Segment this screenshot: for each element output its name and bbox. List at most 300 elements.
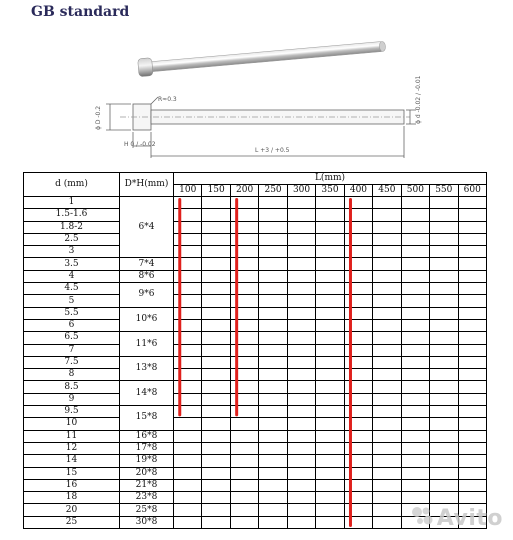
table-row <box>24 233 487 245</box>
length-cell <box>401 344 429 356</box>
table-row <box>24 369 487 381</box>
length-cell <box>174 270 202 282</box>
length-cell <box>202 246 230 258</box>
length-cell <box>373 332 401 344</box>
length-cell <box>259 369 287 381</box>
length-cell <box>344 455 372 467</box>
d-value-cell: 14 <box>24 455 120 467</box>
head-height-label: H 0 / -0.02 <box>124 141 156 148</box>
length-cell <box>174 233 202 245</box>
length-cell <box>259 430 287 442</box>
length-cell <box>430 356 458 368</box>
dh-value-cell: 21*8 <box>120 479 174 491</box>
length-cell <box>287 246 315 258</box>
length-cell <box>401 455 429 467</box>
length-cell <box>259 233 287 245</box>
length-cell <box>401 307 429 319</box>
length-cell <box>230 332 258 344</box>
length-cell <box>174 504 202 516</box>
length-cell <box>316 356 344 368</box>
length-cell <box>202 197 230 209</box>
length-cell <box>373 516 401 528</box>
length-cell <box>316 295 344 307</box>
d-value-cell: 5.5 <box>24 307 120 319</box>
watermark <box>411 506 503 532</box>
length-cell <box>202 258 230 270</box>
length-cell <box>230 319 258 331</box>
length-cell <box>230 246 258 258</box>
table-row <box>24 344 487 356</box>
length-cell <box>373 504 401 516</box>
length-cell <box>373 319 401 331</box>
length-cell <box>287 356 315 368</box>
length-cell <box>259 221 287 233</box>
table-row <box>24 406 487 418</box>
length-cell <box>430 233 458 245</box>
watermark-text: Avito <box>436 506 503 531</box>
dh-value-cell: 8*6 <box>120 270 174 282</box>
length-cell <box>373 406 401 418</box>
length-cell <box>230 455 258 467</box>
length-cell <box>344 221 372 233</box>
length-cell <box>344 209 372 221</box>
d-value-cell: 9 <box>24 393 120 405</box>
length-cell <box>174 332 202 344</box>
length-cell <box>373 430 401 442</box>
length-cell <box>344 479 372 491</box>
length-cell <box>259 479 287 491</box>
length-cell <box>401 492 429 504</box>
length-cell <box>430 258 458 270</box>
length-cell <box>316 479 344 491</box>
length-cell <box>202 430 230 442</box>
length-cell <box>344 246 372 258</box>
length-cell <box>458 418 486 430</box>
length-cell <box>259 209 287 221</box>
length-header-cell: 400 <box>344 185 372 197</box>
length-cell <box>230 233 258 245</box>
radius-label: R≈0.3 <box>158 96 177 103</box>
table-row <box>24 246 487 258</box>
d-value-cell: 6 <box>24 319 120 331</box>
length-cell <box>401 369 429 381</box>
length-cell <box>316 319 344 331</box>
d-value-cell: 1.5-1.6 <box>24 209 120 221</box>
column-header-d: d (mm) <box>24 173 120 197</box>
length-cell <box>458 356 486 368</box>
length-cell <box>202 283 230 295</box>
length-cell <box>287 369 315 381</box>
length-cell <box>202 504 230 516</box>
length-cell <box>316 332 344 344</box>
d-value-cell: 4 <box>24 270 120 282</box>
d-value-cell: 25 <box>24 516 120 528</box>
length-cell <box>174 258 202 270</box>
length-header-cell: 300 <box>287 185 315 197</box>
d-value-cell: 11 <box>24 430 120 442</box>
length-cell <box>344 270 372 282</box>
length-cell <box>202 492 230 504</box>
length-cell <box>401 295 429 307</box>
length-cell <box>401 209 429 221</box>
length-cell <box>316 467 344 479</box>
length-header-cell: 200 <box>230 185 258 197</box>
length-cell <box>458 455 486 467</box>
length-cell <box>174 307 202 319</box>
length-cell <box>373 270 401 282</box>
length-cell <box>316 381 344 393</box>
length-cell <box>430 344 458 356</box>
length-cell <box>202 479 230 491</box>
length-cell <box>401 233 429 245</box>
length-cell <box>287 233 315 245</box>
length-cell <box>344 283 372 295</box>
length-cell <box>430 369 458 381</box>
length-cell <box>174 319 202 331</box>
length-cell <box>202 455 230 467</box>
length-cell <box>202 270 230 282</box>
length-cell <box>287 258 315 270</box>
length-cell <box>458 319 486 331</box>
length-cell <box>458 406 486 418</box>
length-cell <box>259 516 287 528</box>
length-cell <box>287 295 315 307</box>
length-cell <box>287 455 315 467</box>
length-cell <box>430 221 458 233</box>
length-cell <box>373 479 401 491</box>
length-cell <box>458 479 486 491</box>
length-cell <box>458 221 486 233</box>
length-cell <box>174 246 202 258</box>
length-cell <box>230 369 258 381</box>
length-cell <box>230 406 258 418</box>
length-cell <box>287 197 315 209</box>
table-row <box>24 209 487 221</box>
dh-value-cell: 13*8 <box>120 356 174 381</box>
column-header-l: L(mm) <box>174 173 487 185</box>
table-row <box>24 393 487 405</box>
length-cell <box>287 393 315 405</box>
length-cell <box>430 406 458 418</box>
length-cell <box>230 295 258 307</box>
length-cell <box>373 455 401 467</box>
length-cell <box>287 430 315 442</box>
length-cell <box>344 307 372 319</box>
table-row <box>24 455 487 467</box>
dh-value-cell: 10*6 <box>120 307 174 332</box>
length-cell <box>287 283 315 295</box>
length-cell <box>202 233 230 245</box>
table-row <box>24 479 487 491</box>
length-cell <box>344 295 372 307</box>
table-row <box>24 197 487 209</box>
length-cell <box>316 344 344 356</box>
length-cell <box>373 258 401 270</box>
length-cell <box>259 332 287 344</box>
length-cell <box>174 221 202 233</box>
length-cell <box>202 332 230 344</box>
length-cell <box>316 418 344 430</box>
length-cell <box>458 344 486 356</box>
length-cell <box>373 295 401 307</box>
length-cell <box>344 406 372 418</box>
length-cell <box>344 516 372 528</box>
length-cell <box>401 319 429 331</box>
dh-value-cell: 9*6 <box>120 283 174 308</box>
length-cell <box>230 504 258 516</box>
length-cell <box>401 221 429 233</box>
length-cell <box>316 504 344 516</box>
pin-photo <box>138 37 387 77</box>
table-row <box>24 356 487 368</box>
length-cell <box>230 258 258 270</box>
length-header-cell: 550 <box>430 185 458 197</box>
length-cell <box>316 233 344 245</box>
table-body <box>24 197 487 529</box>
length-cell <box>344 467 372 479</box>
length-cell <box>287 381 315 393</box>
length-cell <box>430 270 458 282</box>
table-row <box>24 492 487 504</box>
length-cell <box>202 356 230 368</box>
length-cell <box>401 418 429 430</box>
length-cell <box>287 442 315 454</box>
page-title: GB standard <box>31 4 130 20</box>
column-header-dh: D*H(mm) <box>120 173 174 197</box>
dh-value-cell: 23*8 <box>120 492 174 504</box>
length-cell <box>344 504 372 516</box>
d-value-cell: 6.5 <box>24 332 120 344</box>
d-value-cell: 5 <box>24 295 120 307</box>
length-cell <box>202 418 230 430</box>
length-cell <box>287 516 315 528</box>
head-diameter-label: ϕ D -0.2 <box>95 105 102 130</box>
length-cell <box>458 270 486 282</box>
length-cell <box>430 492 458 504</box>
length-cell <box>259 406 287 418</box>
length-cell <box>259 442 287 454</box>
length-cell <box>174 295 202 307</box>
length-cell <box>287 332 315 344</box>
length-cell <box>230 209 258 221</box>
length-cell <box>458 197 486 209</box>
d-value-cell: 18 <box>24 492 120 504</box>
length-cell <box>287 504 315 516</box>
length-cell <box>401 430 429 442</box>
length-cell <box>401 246 429 258</box>
length-cell <box>401 270 429 282</box>
length-cell <box>230 393 258 405</box>
length-cell <box>430 418 458 430</box>
length-cell <box>430 295 458 307</box>
length-cell <box>202 344 230 356</box>
length-cell <box>202 467 230 479</box>
length-cell <box>458 332 486 344</box>
length-cell <box>458 467 486 479</box>
length-cell <box>316 307 344 319</box>
length-cell <box>202 381 230 393</box>
length-cell <box>458 492 486 504</box>
length-cell <box>344 430 372 442</box>
table-row <box>24 295 487 307</box>
dh-value-cell: 30*8 <box>120 516 174 528</box>
length-cell <box>174 479 202 491</box>
length-cell <box>401 332 429 344</box>
length-cell <box>430 307 458 319</box>
length-cell <box>430 393 458 405</box>
length-cell <box>316 442 344 454</box>
shank-diameter-label: ϕ d -0.02 / -0.01 <box>415 75 422 124</box>
length-cell <box>230 307 258 319</box>
length-cell <box>458 393 486 405</box>
length-cell <box>230 221 258 233</box>
length-cell <box>430 381 458 393</box>
length-header-cell: 350 <box>316 185 344 197</box>
d-value-cell: 7.5 <box>24 356 120 368</box>
length-cell <box>458 209 486 221</box>
length-cell <box>259 246 287 258</box>
d-value-cell: 10 <box>24 418 120 430</box>
table-row <box>24 332 487 344</box>
length-cell <box>373 233 401 245</box>
length-label: L +3 / +0.5 <box>255 147 290 154</box>
dh-value-cell: 11*6 <box>120 332 174 357</box>
length-cell <box>202 369 230 381</box>
length-cell <box>458 233 486 245</box>
length-cell <box>373 467 401 479</box>
length-cell <box>259 504 287 516</box>
length-cell <box>259 307 287 319</box>
length-cell <box>174 393 202 405</box>
table-row <box>24 270 487 282</box>
length-cell <box>174 197 202 209</box>
length-cell <box>202 307 230 319</box>
length-cell <box>430 467 458 479</box>
length-cell <box>174 467 202 479</box>
length-cell <box>373 381 401 393</box>
length-cell <box>316 270 344 282</box>
length-cell <box>287 221 315 233</box>
length-cell <box>287 492 315 504</box>
length-cell <box>202 221 230 233</box>
dh-value-cell: 19*8 <box>120 455 174 467</box>
length-cell <box>230 516 258 528</box>
length-cell <box>373 221 401 233</box>
d-value-cell: 7 <box>24 344 120 356</box>
length-cell <box>174 516 202 528</box>
length-cell <box>344 442 372 454</box>
length-cell <box>401 406 429 418</box>
length-cell <box>259 270 287 282</box>
dh-value-cell: 20*8 <box>120 467 174 479</box>
length-cell <box>316 492 344 504</box>
length-cell <box>259 283 287 295</box>
length-cell <box>344 344 372 356</box>
length-cell <box>230 270 258 282</box>
length-cell <box>230 492 258 504</box>
length-header-cell: 100 <box>174 185 202 197</box>
length-cell <box>430 332 458 344</box>
length-cell <box>316 221 344 233</box>
length-cell <box>174 283 202 295</box>
length-cell <box>401 442 429 454</box>
length-cell <box>202 393 230 405</box>
length-cell <box>316 369 344 381</box>
length-cell <box>174 430 202 442</box>
length-cell <box>259 467 287 479</box>
length-cell <box>401 258 429 270</box>
length-cell <box>373 492 401 504</box>
length-cell <box>373 197 401 209</box>
dh-value-cell: 17*8 <box>120 442 174 454</box>
length-cell <box>230 356 258 368</box>
length-cell <box>259 492 287 504</box>
length-cell <box>373 369 401 381</box>
table-row <box>24 319 487 331</box>
dh-value-cell: 6*4 <box>120 197 174 258</box>
length-cell <box>401 479 429 491</box>
length-cell <box>344 418 372 430</box>
d-value-cell: 8 <box>24 369 120 381</box>
length-cell <box>230 467 258 479</box>
length-cell <box>174 418 202 430</box>
table-row <box>24 381 487 393</box>
length-cell <box>458 246 486 258</box>
length-cell <box>259 344 287 356</box>
avito-logo-icon <box>411 506 433 532</box>
length-cell <box>373 209 401 221</box>
d-value-cell: 1.8-2 <box>24 221 120 233</box>
dimension-table <box>23 172 487 529</box>
dh-value-cell: 16*8 <box>120 430 174 442</box>
length-cell <box>259 455 287 467</box>
length-cell <box>259 295 287 307</box>
length-cell <box>287 467 315 479</box>
d-value-cell: 9.5 <box>24 406 120 418</box>
length-cell <box>401 356 429 368</box>
length-cell <box>316 430 344 442</box>
length-cell <box>259 418 287 430</box>
length-header-cell: 500 <box>401 185 429 197</box>
d-value-cell: 8.5 <box>24 381 120 393</box>
length-cell <box>344 319 372 331</box>
length-cell <box>373 356 401 368</box>
length-cell <box>287 209 315 221</box>
length-cell <box>202 295 230 307</box>
length-cell <box>344 197 372 209</box>
table-row <box>24 307 487 319</box>
length-cell <box>401 381 429 393</box>
length-cell <box>174 369 202 381</box>
length-cell <box>430 455 458 467</box>
length-cell <box>430 479 458 491</box>
ejector-pin-illustration <box>0 0 513 170</box>
length-cell <box>373 283 401 295</box>
dh-value-cell: 14*8 <box>120 381 174 406</box>
length-cell <box>401 467 429 479</box>
length-cell <box>202 442 230 454</box>
d-value-cell: 16 <box>24 479 120 491</box>
length-cell <box>287 307 315 319</box>
length-cell <box>202 516 230 528</box>
length-cell <box>287 344 315 356</box>
length-cell <box>202 406 230 418</box>
length-cell <box>430 430 458 442</box>
d-value-cell: 3 <box>24 246 120 258</box>
length-cell <box>316 406 344 418</box>
length-header-cell: 600 <box>458 185 486 197</box>
dh-value-cell: 25*8 <box>120 504 174 516</box>
